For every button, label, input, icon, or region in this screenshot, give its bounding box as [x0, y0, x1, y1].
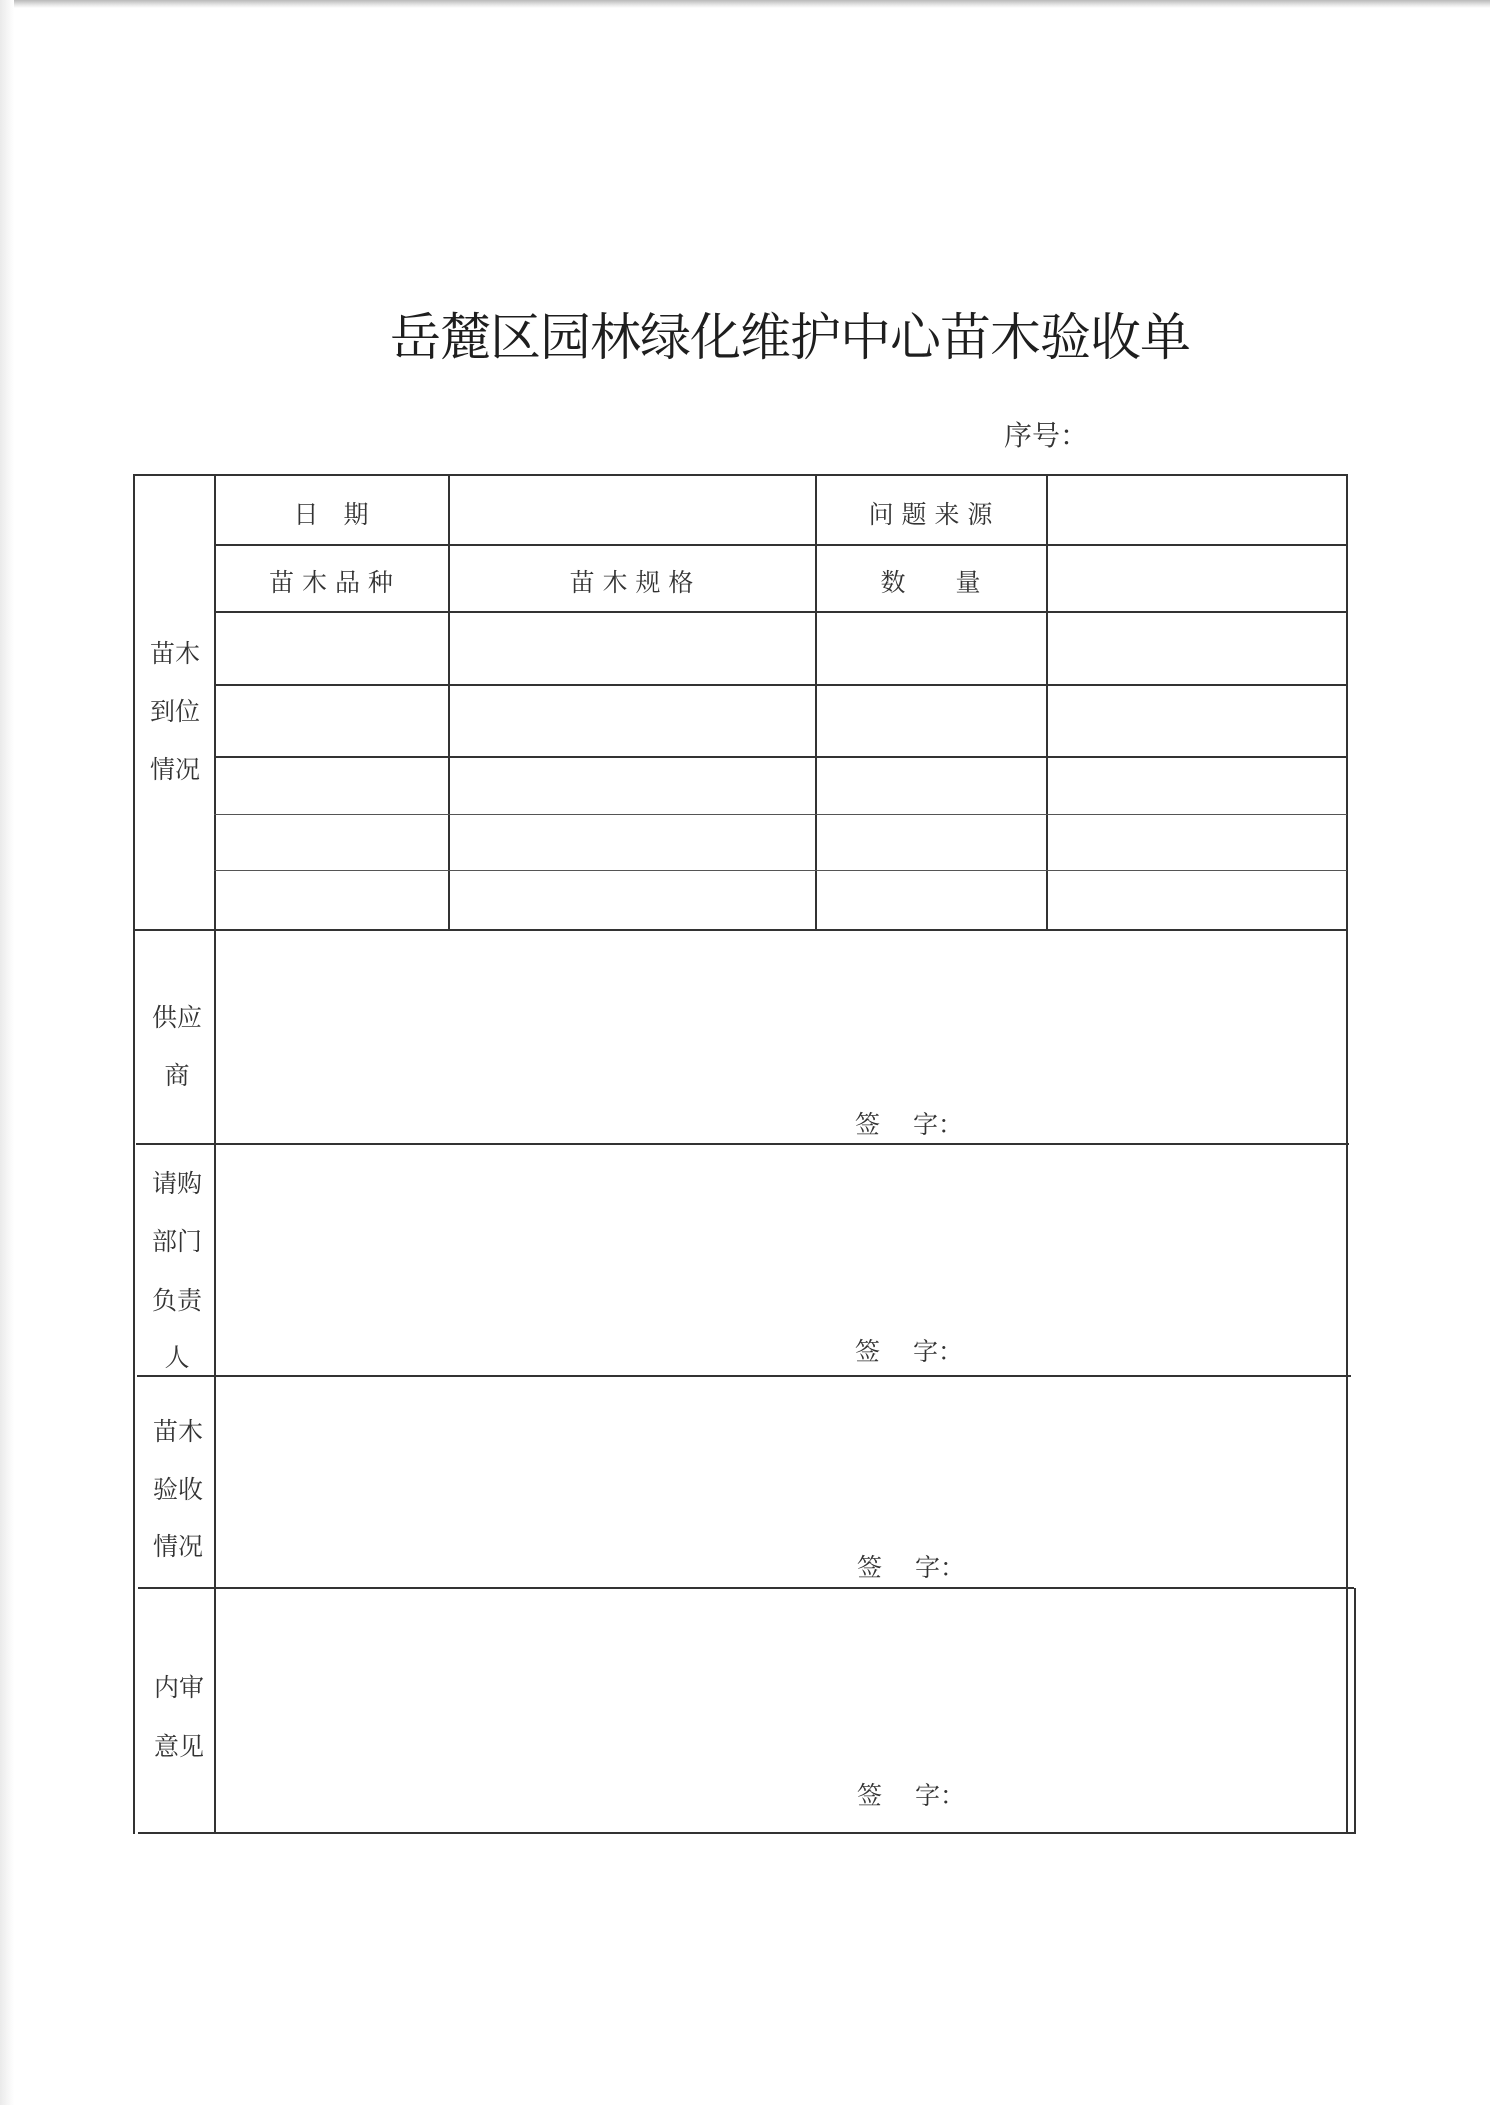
- col-divider-3: [1046, 474, 1048, 930]
- arrival-side-label-3: 情况: [149, 755, 200, 784]
- row-line-4: [214, 756, 1347, 758]
- col-divider-1: [448, 474, 450, 930]
- supplier-signature-label: 签 字：: [855, 1110, 963, 1139]
- row-line-1: [214, 544, 1347, 546]
- form-title: 岳麓区园林绿化维护中心苗木验收单: [389, 309, 1190, 368]
- header-variety: 苗 木 品 种: [269, 568, 393, 597]
- requester-side-label-2: 部门: [151, 1227, 202, 1256]
- inspection-side-label-1: 苗木: [152, 1417, 203, 1446]
- inspection-signature-label: 签 字：: [857, 1553, 965, 1582]
- audit-side-label-2: 意见: [153, 1732, 204, 1761]
- requester-side-label-1: 请购: [151, 1169, 202, 1198]
- requester-side-label-3: 负责: [151, 1286, 202, 1315]
- col-divider-2: [815, 474, 817, 930]
- requester-signature-label: 签 字：: [855, 1337, 963, 1366]
- scan-edge-top: [0, 0, 1490, 8]
- supplier-side-label-1: 供应: [151, 1003, 202, 1032]
- label-column-divider: [214, 474, 216, 1834]
- arrival-side-label-2: 到位: [149, 697, 200, 726]
- section-line-supplier: [134, 929, 1347, 931]
- row-line-3: [214, 684, 1347, 686]
- header-quantity: 数 量: [880, 568, 981, 597]
- form-border-bottom: [138, 1832, 1356, 1834]
- date-label: 日 期: [293, 500, 369, 529]
- row-line-2: [214, 611, 1347, 613]
- form-border-right-lower: [1354, 1588, 1356, 1834]
- row-line-6: [214, 870, 1347, 871]
- serial-number-label: 序号：: [1004, 419, 1089, 452]
- form-border-left: [133, 474, 135, 1834]
- problem-source-label: 问 题 来 源: [868, 500, 993, 529]
- arrival-side-label-1: 苗木: [149, 639, 200, 668]
- row-line-5: [214, 814, 1347, 815]
- section-line-audit: [138, 1587, 1354, 1589]
- header-spec: 苗 木 规 格: [569, 568, 694, 597]
- inspection-side-label-3: 情况: [152, 1532, 203, 1561]
- form-border-right: [1346, 474, 1348, 1834]
- supplier-side-label-2: 商: [164, 1061, 190, 1090]
- section-line-requester: [136, 1143, 1349, 1145]
- form-border-top: [133, 474, 1348, 476]
- requester-side-label-4: 人: [164, 1343, 190, 1372]
- section-line-inspection: [137, 1375, 1351, 1377]
- inspection-side-label-2: 验收: [152, 1475, 203, 1504]
- audit-signature-label: 签 字：: [857, 1781, 965, 1810]
- audit-side-label-1: 内审: [153, 1673, 204, 1702]
